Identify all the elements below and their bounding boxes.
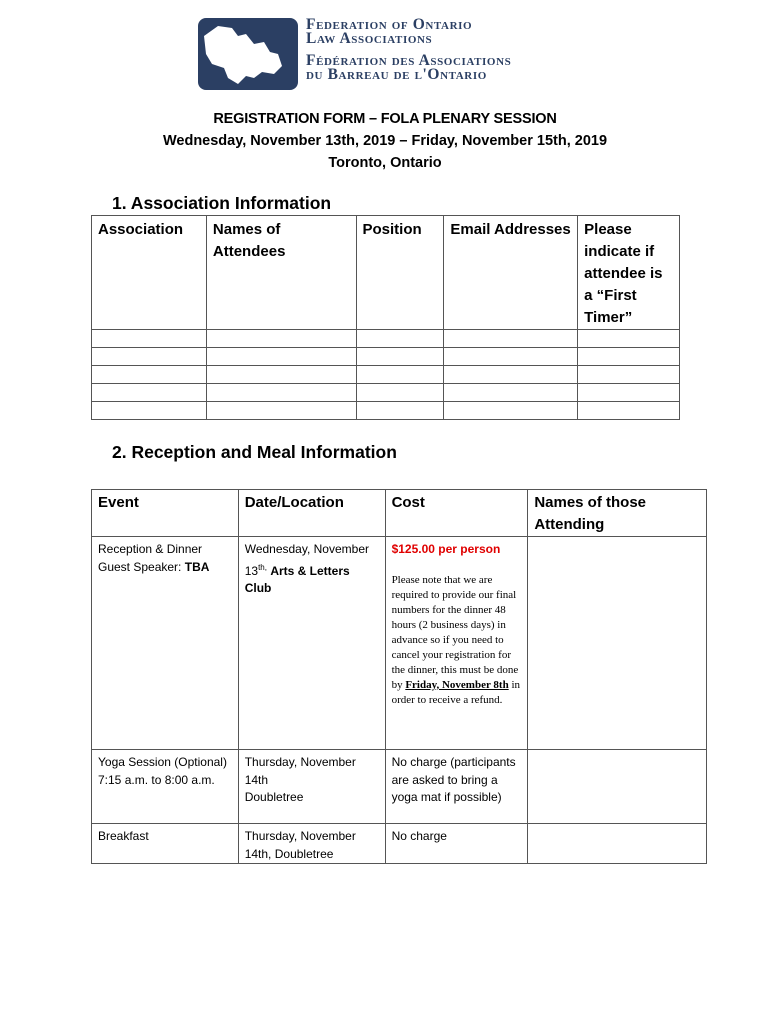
attendee-names-cell[interactable] bbox=[206, 384, 356, 402]
cancellation-note: Please note that we are required to provide our final numbers for the dinner 48 hours (2 business days) in advance so if you need to cancel your registration for the dinner, this must be done by Friday, November 8th in order to receive a refund. bbox=[391, 573, 520, 706]
table-row bbox=[92, 366, 680, 384]
section-2-heading: 2. Reception and Meal Information bbox=[112, 442, 397, 462]
org-name-fr-1: Fédération des Associations bbox=[306, 52, 512, 69]
first-timer-cell[interactable] bbox=[578, 330, 680, 348]
guest-speaker: Guest Speaker: TBA bbox=[98, 559, 210, 574]
email-cell[interactable] bbox=[444, 330, 578, 348]
position-cell[interactable] bbox=[356, 330, 444, 348]
first-timer-cell[interactable] bbox=[578, 384, 680, 402]
table-row bbox=[92, 824, 707, 864]
org-name-en-2: Law Associations bbox=[306, 30, 433, 47]
table-row bbox=[92, 750, 707, 824]
col-names-of-attendees: Names of Attendees bbox=[206, 216, 356, 330]
col-cost: Cost bbox=[385, 490, 528, 537]
ontario-map-icon bbox=[198, 14, 298, 92]
association-cell[interactable] bbox=[92, 384, 207, 402]
email-cell[interactable] bbox=[444, 384, 578, 402]
event-cell bbox=[92, 537, 239, 750]
position-cell[interactable] bbox=[356, 384, 444, 402]
logo-wordmark bbox=[306, 18, 511, 82]
position-cell[interactable] bbox=[356, 348, 444, 366]
cost-cell bbox=[385, 537, 528, 750]
event-name: Reception & Dinner bbox=[98, 542, 203, 556]
table-row bbox=[92, 348, 680, 366]
attendee-names-cell[interactable] bbox=[206, 366, 356, 384]
cost-cell: No charge (participants are asked to bring a yoga mat if possible) bbox=[385, 750, 528, 824]
first-timer-cell[interactable] bbox=[578, 348, 680, 366]
title-line-1: REGISTRATION FORM – FOLA PLENARY SESSION bbox=[213, 111, 557, 127]
association-cell[interactable] bbox=[92, 330, 207, 348]
col-event: Event bbox=[92, 490, 239, 537]
attendee-names-cell[interactable] bbox=[206, 330, 356, 348]
col-first-timer: Please indicate if attendee is a “First Timer” bbox=[578, 216, 680, 330]
date-location-cell: Thursday, November 14th, Doubletree bbox=[238, 824, 385, 864]
first-timer-cell[interactable] bbox=[578, 366, 680, 384]
first-timer-cell[interactable] bbox=[578, 402, 680, 420]
position-cell[interactable] bbox=[356, 366, 444, 384]
org-name-en-1: Federation of Ontario bbox=[306, 16, 473, 33]
col-names-attending: Names of those Attending bbox=[528, 490, 707, 537]
date-location-cell: Wednesday, November $13^{th,}$ Arts & Letters Club bbox=[238, 537, 385, 750]
col-association: Association bbox=[92, 216, 207, 330]
table-row bbox=[92, 402, 680, 420]
title-line-3: Toronto, Ontario bbox=[328, 155, 442, 171]
email-cell[interactable] bbox=[444, 402, 578, 420]
names-attending-cell[interactable] bbox=[528, 537, 707, 750]
price: $125.00 per person bbox=[391, 542, 501, 556]
title-line-2: Wednesday, November 13th, 2019 – Friday, November 15th, 2019 bbox=[162, 133, 608, 149]
email-cell[interactable] bbox=[444, 366, 578, 384]
section-1-heading: 1. Association Information bbox=[112, 193, 332, 213]
col-position: Position bbox=[356, 216, 444, 330]
association-table bbox=[91, 215, 680, 420]
names-attending-cell[interactable] bbox=[528, 750, 707, 824]
fola-logo bbox=[198, 14, 578, 94]
cost-cell: No charge bbox=[385, 824, 528, 864]
meal-header-row bbox=[92, 490, 707, 537]
col-date-location: Date/Location bbox=[238, 490, 385, 537]
org-name-fr-2: du Barreau de l'Ontario bbox=[306, 66, 487, 83]
association-cell[interactable] bbox=[92, 348, 207, 366]
col-email-addresses: Email Addresses bbox=[444, 216, 578, 330]
form-title bbox=[0, 108, 770, 174]
table-row bbox=[92, 537, 707, 750]
attendee-names-cell[interactable] bbox=[206, 402, 356, 420]
association-cell[interactable] bbox=[92, 366, 207, 384]
position-cell[interactable] bbox=[356, 402, 444, 420]
meal-table bbox=[91, 489, 707, 864]
event-cell: Yoga Session (Optional) 7:15 a.m. to 8:00 a.m. bbox=[92, 750, 239, 824]
attendee-names-cell[interactable] bbox=[206, 348, 356, 366]
names-attending-cell[interactable] bbox=[528, 824, 707, 864]
association-header-row bbox=[92, 216, 680, 330]
email-cell[interactable] bbox=[444, 348, 578, 366]
table-row bbox=[92, 330, 680, 348]
table-row bbox=[92, 384, 680, 402]
event-cell: Breakfast bbox=[92, 824, 239, 864]
date-location-cell: Thursday, November 14th Doubletree bbox=[238, 750, 385, 824]
association-cell[interactable] bbox=[92, 402, 207, 420]
